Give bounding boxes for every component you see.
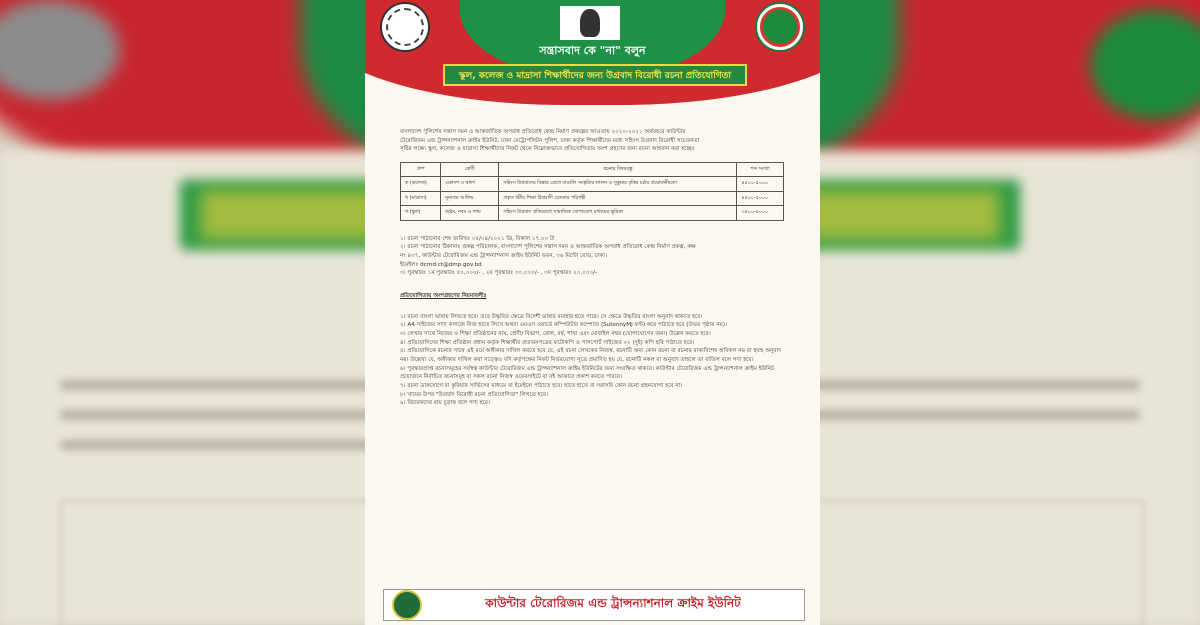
intro-line: বাংলাদেশ পুলিশের সন্ত্রাস দমন ও আন্তর্জাতিক অপরাধ প্রতিরোধ কেন্দ্র নির্মাণ প্রকল্পের আওতায় ২০২০-২০২১ অর্থবছরে কাউন্টার: [400, 129, 686, 135]
cell-topic: সহিংস উগ্রবাদ প্রতিরোধে সামাজিক যোগাযোগ মাধ্যমের ভূমিকা: [499, 206, 737, 220]
page-title: স্কুল, কলেজ ও মাদ্রাসা শিক্ষার্থীদের জন্য উগ্রবাদ বিরোধী রচনা প্রতিযোগিতা: [443, 64, 747, 86]
footer-banner: [383, 589, 805, 621]
rule-item: ৮। খামের উপর "উগ্রবাদ বিরোধী রচনা প্রতিযোগিতা" লিখতে হবে।: [400, 391, 548, 398]
table-row: [401, 177, 784, 191]
cell-group: গ (স্কুল): [401, 206, 441, 220]
cell-words: ৪৫০০-৫০০০: [737, 177, 784, 191]
table-row: [401, 191, 784, 205]
cell-topic: সহিংস উগ্রবাদের বিস্তার রোধে বাঙালি সংস্কৃতির লালন ও সুকুমার বৃত্তির চর্চার প্রয়োজনীয়তা: [499, 177, 737, 191]
email: ইমেইলঃ dcrnd.ct@dmp.gov.bd: [400, 261, 482, 268]
col-group: গ্রুপ: [401, 162, 441, 176]
col-words: শব্দ সংখ্যা: [737, 162, 784, 176]
rule-item: ৫। প্রতিযোগিকে রচনার সাথে এই মর্মে অঙ্গীকার দাখিল করতে হবে যে, এই রচনা লেখকের নিজস্ব, রচনাটি অন্য কোন রচনা বা রচনার বাক্যবিশেষ অবিকল নয় বা হুবহু অনুবাদ নয়। উল্লেখ্য যে, অঙ্গীকার দাখিল করা সত্ত্বেও যদি কর্তৃপক্ষের নিকট নির্ভরযোগ্য সূত্রে প্রমাণিত হয় যে, রচনাটি নকল বা অনুবাদ তাহলে তা বাতিল বলে গণ্য হবে।: [400, 348, 782, 363]
ctu-logo-icon: [392, 590, 422, 620]
rules-title: প্রতিযোগিতায় অংশগ্রহণের নিয়মাবলীঃ: [400, 292, 487, 299]
cell-class: নূন্যতম আলিম: [441, 191, 499, 205]
rule-item: ১। রচনা বাংলা ভাষায় লিখতে হবে। তবে উদ্ধৃতির ক্ষেত্রে বিদেশী ভাষার ব্যবহার হতে পারে। সে ক্ষেত্রে উদ্ধৃতির বাংলা অনুবাদ থাকতে হবে।: [400, 313, 703, 320]
table-header-row: [401, 162, 784, 176]
topics-table: [400, 162, 784, 221]
intro-line: টেরোরিজম এন্ড ট্রান্সন্যাশনাল ক্রাইম ইউনিট, ঢাকা মেট্রোপলিটন পুলিশ, ঢাকা কর্তৃক শিক্ষার্থীদের মধ্যে সহিংস উগ্রবাদ বিরোধী সচেতনতা: [400, 137, 700, 144]
table-row: [401, 206, 784, 220]
col-class: শ্রেণী: [441, 162, 499, 176]
deadline: ১। রচনা পাঠানোর শেষ তারিখঃ ০৫/০৪/২০২১ খ্রি, বিকাল ১৭.০০ টা: [400, 235, 555, 242]
col-topic: রচনার বিষয়বস্তু: [499, 162, 737, 176]
poster: [365, 0, 820, 625]
info-block: [400, 235, 790, 278]
cell-class: অষ্টম, নবম ও দশম: [441, 206, 499, 220]
rule-item: ৬। পুরস্কারপ্রাপ্ত রচনাসমূহের সর্বস্বত্ব কাউন্টার টেরোরিজম এন্ড ট্রান্সন্যাশনাল ক্রাইম ইউনিটের জন্য সংরক্ষিত থাকবে। কাউন্টার টেরোরিজম এন্ড ট্রান্সন্যাশনাল ক্রাইম ইউনিট প্রয়োজনে নির্বাচিত রচনাসমূহ বা সকল রচনা নিজস্ব ওয়েবসাইটে বা বই আকারে প্রকাশ করতে পারবে।: [400, 365, 774, 381]
cell-words: ৪৫০০-৫০০০: [737, 191, 784, 205]
rules-list: [400, 313, 790, 408]
cell-group: ক (কলেজ): [401, 177, 441, 191]
main-content: [400, 128, 790, 408]
footer-label: কাউন্টার টেরোরিজম এন্ড ট্রান্সন্যাশনাল ক্রাইম ইউনিট: [485, 596, 741, 610]
prizes: ৩। পুরস্কারঃ ১ম পুরস্কারঃ ৫০,০০০/- , ২য় পুরস্কারঃ ৩০,০০০/- , ৩য় পুরস্কারঃ ২০,০০০/-: [400, 270, 598, 277]
portrait-image: [560, 6, 620, 40]
rule-item: ২। A4 সাইজের সাদা কাগজে নিজ হাতে লিখে অথবা এমএস ওয়ার্ডে কম্পিউটার কম্পোজ (SutonnyMJ ফন্ট) করে পাঠাতে হবে (উভয় পৃষ্ঠায় নয়)।: [400, 322, 728, 329]
rule-item: ৪। প্রতিযোগিদের শিক্ষা প্রতিষ্ঠান প্রধান কর্তৃক শিক্ষার্থীর প্রত্যয়নপত্রের ফটোকপি ও পাসপোর্ট সাইজের ০২ (দুই) কপি ছবি পাঠাতে হবে।: [400, 339, 695, 346]
address-line: ২। রচনা পাঠানোর ঠিকানাঃ প্রকল্প পরিচালক, বাংলাদেশ পুলিশের সন্ত্রাস দমন ও আন্তর্জাতিক অপরাধ প্রতিরোধ কেন্দ্র নির্মাণ প্রকল্প, কক্ষ: [400, 244, 696, 251]
cell-class: একাদশ ও দ্বাদশ: [441, 177, 499, 191]
intro-line: সৃষ্টির লক্ষ্যে স্কুল, কলেজ ও মাদ্রাসা শিক্ষার্থীদের নিকট থেকে নিম্নোক্তভাবে প্রতিযোগিতায় অংশ গ্রহণের জন্য রচনা আহবান করা হচ্ছেঃ: [400, 146, 695, 153]
rule-item: ৯। বিচারকদের রায় চূড়ান্ত বলে গণ্য হবে।: [400, 400, 490, 407]
rule-item: ৩। লেখার সাথে নিজের ও শিক্ষা প্রতিষ্ঠানের নাম, শ্রেণী/ বিভাগ, রোল, বর্ষ, শাখা এবং মোবাইল নম্বর (যোগাযোগের জন্য) উল্লেখ করতে হবে।: [400, 330, 711, 337]
cell-group: খ (মাদ্রাসা): [401, 191, 441, 205]
address-line: নং ৪০৭, কাউন্টার টেরোরিজম এন্ড ট্রান্সন্যাশনাল ক্রাইম ইউনিট ভবন, ৩৬ মিন্টো রোড, ঢাকা।: [400, 252, 607, 259]
cell-topic: প্রকৃত ধর্মীয় শিক্ষা উগ্রবাদী চেতনার পরিপন্থী: [499, 191, 737, 205]
intro-paragraph: [400, 128, 790, 154]
slogan: সন্ত্রাসবাদ কে "না" বলুন: [539, 44, 646, 57]
cell-words: ৩৫০০-৪০০০: [737, 206, 784, 220]
rule-item: ৭। রচনা ডাকযোগে বা কুরিয়ার সার্ভিসের মাধ্যমে বা ইমেইলে পাঠাতে হবে। হাতে হাতে বা সরাসরি কোন রচনা গ্রহনযোগ্য হবে না।: [400, 382, 683, 389]
